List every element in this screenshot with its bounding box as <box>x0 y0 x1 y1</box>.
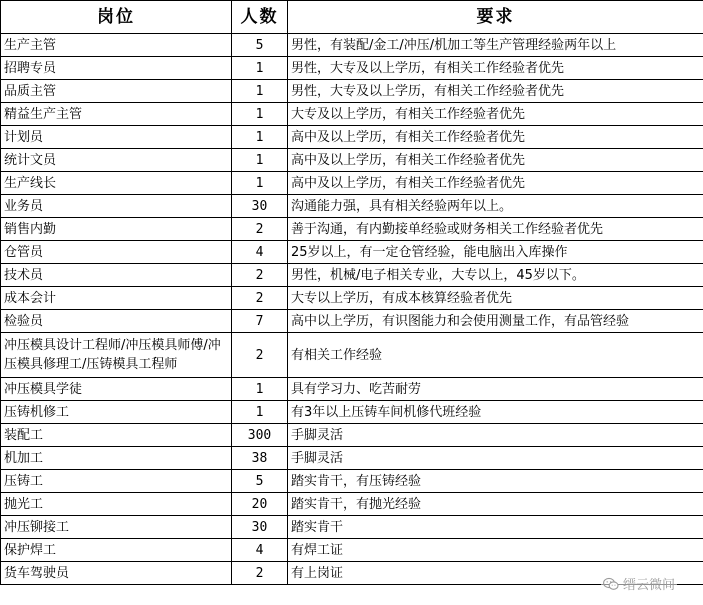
count-cell: 300 <box>232 424 288 447</box>
table-header <box>1 1 703 34</box>
position-cell: 压铸机修工 <box>1 401 232 424</box>
table-row <box>1 470 703 493</box>
header-row <box>1 1 703 34</box>
position-cell: 仓管员 <box>1 241 232 264</box>
requirement-cell: 25岁以上，有一定仓管经验，能电脑出入库操作 <box>288 241 703 264</box>
table-row <box>1 126 703 149</box>
header-position: 岗位 <box>1 1 232 34</box>
wechat-icon <box>603 577 619 591</box>
position-cell: 检验员 <box>1 310 232 333</box>
position-cell: 成本会计 <box>1 287 232 310</box>
position-cell: 技术员 <box>1 264 232 287</box>
table-row <box>1 264 703 287</box>
position-cell: 统计文员 <box>1 149 232 172</box>
table-row <box>1 447 703 470</box>
position-cell: 冲压模具学徒 <box>1 378 232 401</box>
position-cell: 生产主管 <box>1 34 232 57</box>
table-row <box>1 57 703 80</box>
position-cell: 压铸工 <box>1 470 232 493</box>
count-cell: 7 <box>232 310 288 333</box>
position-cell: 保护焊工 <box>1 539 232 562</box>
table-row <box>1 241 703 264</box>
table-row <box>1 424 703 447</box>
requirement-cell: 具有学习力、吃苦耐劳 <box>288 378 703 401</box>
table-row <box>1 539 703 562</box>
requirement-cell: 踏实肯干，有压铸经验 <box>288 470 703 493</box>
count-cell: 1 <box>232 103 288 126</box>
count-cell: 5 <box>232 34 288 57</box>
table-row <box>1 218 703 241</box>
table-row <box>1 103 703 126</box>
header-requirement: 要求 <box>288 1 703 34</box>
table-row <box>1 80 703 103</box>
count-cell: 2 <box>232 287 288 310</box>
table-row <box>1 401 703 424</box>
count-cell: 5 <box>232 470 288 493</box>
requirement-cell: 有焊工证 <box>288 539 703 562</box>
position-cell: 机加工 <box>1 447 232 470</box>
table-row <box>1 378 703 401</box>
count-cell: 1 <box>232 57 288 80</box>
table-row <box>1 287 703 310</box>
table-row <box>1 172 703 195</box>
count-cell: 2 <box>232 333 288 378</box>
position-cell: 货车驾驶员 <box>1 562 232 585</box>
position-cell: 装配工 <box>1 424 232 447</box>
table-row <box>1 34 703 57</box>
requirement-cell: 手脚灵活 <box>288 424 703 447</box>
requirement-cell: 男性，大专及以上学历，有相关工作经验者优先 <box>288 80 703 103</box>
position-cell: 招聘专员 <box>1 57 232 80</box>
count-cell: 2 <box>232 562 288 585</box>
table-row <box>1 195 703 218</box>
requirement-cell: 有相关工作经验 <box>288 333 703 378</box>
requirement-cell: 有上岗证 <box>288 562 703 585</box>
count-cell: 2 <box>232 218 288 241</box>
requirement-cell: 高中及以上学历，有相关工作经验者优先 <box>288 149 703 172</box>
position-cell: 冲压铆接工 <box>1 516 232 539</box>
position-cell: 销售内勤 <box>1 218 232 241</box>
requirement-cell: 高中以上学历，有识图能力和会使用测量工作，有品管经验 <box>288 310 703 333</box>
count-cell: 30 <box>232 195 288 218</box>
position-cell: 品质主管 <box>1 80 232 103</box>
count-cell: 20 <box>232 493 288 516</box>
table-row <box>1 310 703 333</box>
table-row <box>1 516 703 539</box>
requirement-cell: 高中及以上学历，有相关工作经验者优先 <box>288 172 703 195</box>
count-cell: 2 <box>232 264 288 287</box>
requirement-cell: 有3年以上压铸车间机修代班经验 <box>288 401 703 424</box>
requirement-cell: 踏实肯干，有抛光经验 <box>288 493 703 516</box>
count-cell: 30 <box>232 516 288 539</box>
count-cell: 1 <box>232 401 288 424</box>
count-cell: 4 <box>232 539 288 562</box>
position-cell: 计划员 <box>1 126 232 149</box>
position-cell: 抛光工 <box>1 493 232 516</box>
requirement-cell: 沟通能力强，具有相关经验两年以上。 <box>288 195 703 218</box>
count-cell: 1 <box>232 172 288 195</box>
table-row <box>1 333 703 378</box>
count-cell: 1 <box>232 80 288 103</box>
position-cell: 精益生产主管 <box>1 103 232 126</box>
requirement-cell: 踏实肯干 <box>288 516 703 539</box>
table-row <box>1 149 703 172</box>
requirement-cell: 高中及以上学历，有相关工作经验者优先 <box>288 126 703 149</box>
position-cell: 冲压模具设计工程师/冲压模具师傅/冲压模具修理工/压铸模具工程师 <box>1 333 232 378</box>
table-body <box>1 34 703 585</box>
requirement-cell: 男性，有装配/金工/冲压/机加工等生产管理经验两年以上 <box>288 34 703 57</box>
count-cell: 1 <box>232 378 288 401</box>
table-row <box>1 493 703 516</box>
requirement-cell: 男性，机械/电子相关专业，大专以上，45岁以下。 <box>288 264 703 287</box>
requirement-cell: 大专以上学历，有成本核算经验者优先 <box>288 287 703 310</box>
table-row <box>1 562 703 585</box>
position-cell: 生产线长 <box>1 172 232 195</box>
count-cell: 1 <box>232 149 288 172</box>
position-cell: 业务员 <box>1 195 232 218</box>
requirement-cell: 善于沟通，有内勤接单经验或财务相关工作经验者优先 <box>288 218 703 241</box>
requirement-cell: 大专及以上学历，有相关工作经验者优先 <box>288 103 703 126</box>
count-cell: 38 <box>232 447 288 470</box>
requirement-cell: 男性，大专及以上学历，有相关工作经验者优先 <box>288 57 703 80</box>
header-count: 人数 <box>232 1 288 34</box>
count-cell: 4 <box>232 241 288 264</box>
watermark-text: 缙云微间 <box>622 578 675 593</box>
count-cell: 1 <box>232 126 288 149</box>
requirement-cell: 手脚灵活 <box>288 447 703 470</box>
watermark <box>601 574 677 593</box>
